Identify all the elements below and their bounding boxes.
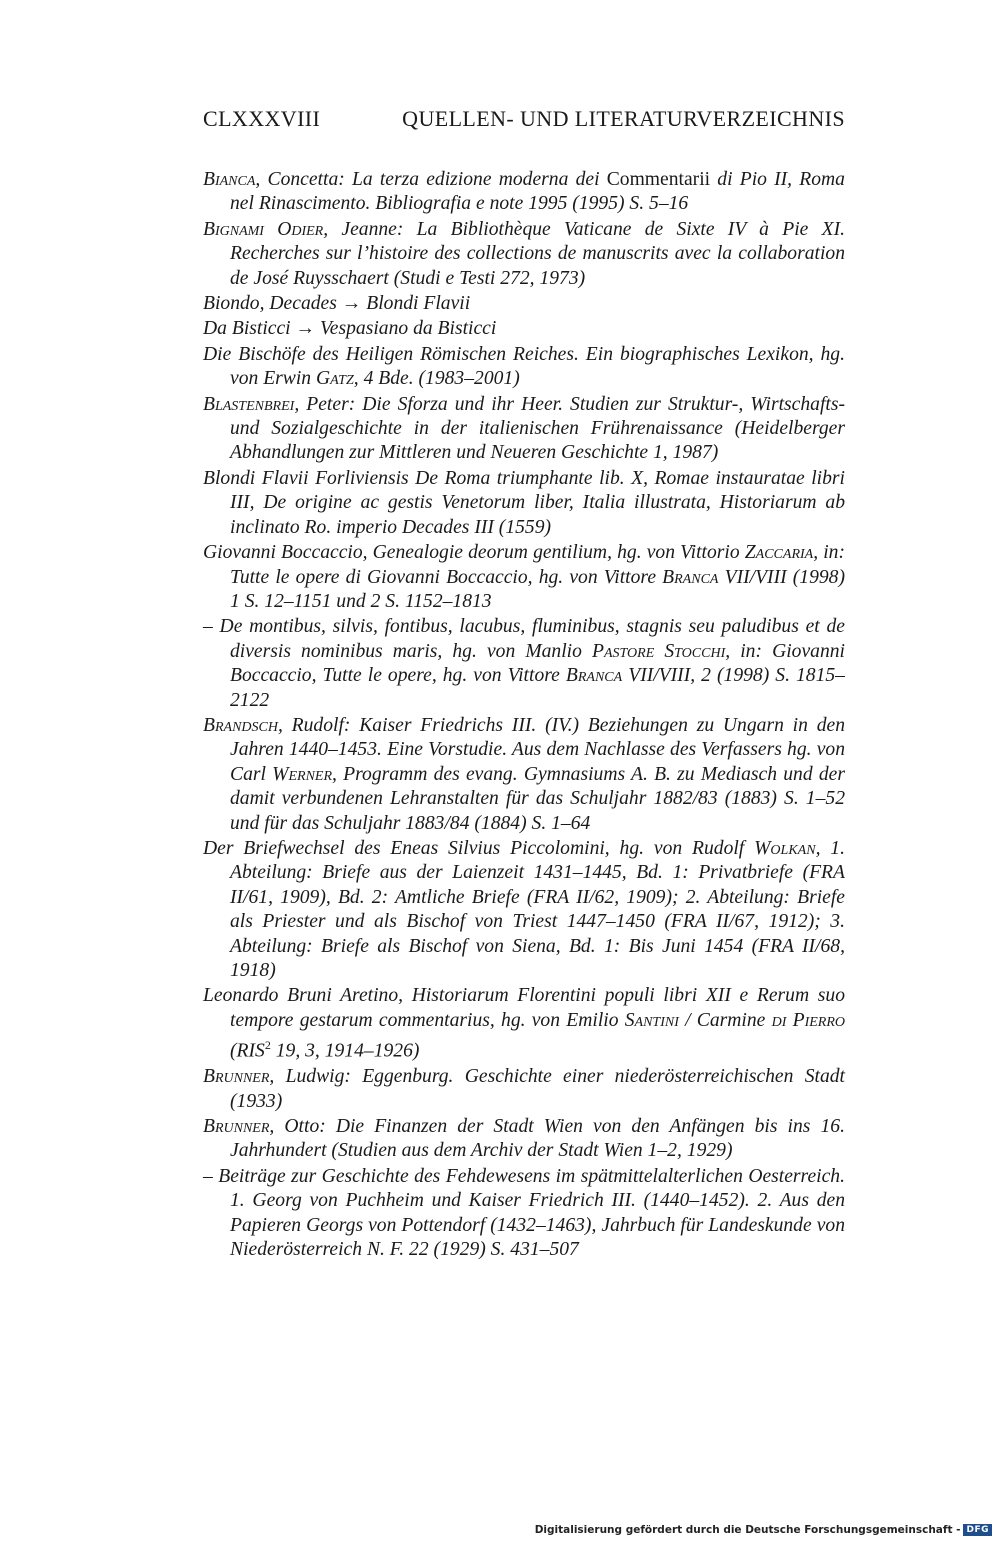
author-name: di Pierro bbox=[771, 1009, 845, 1031]
author-name: Werner bbox=[272, 763, 333, 785]
bibliography-entry-boccaccio-genealogie bbox=[203, 541, 845, 614]
author-name: Brandsch bbox=[203, 714, 278, 736]
work-title: Commentarii bbox=[606, 169, 711, 190]
author-name: Wolkan bbox=[754, 837, 816, 859]
entry-text: , Rudolf: Kaiser Friedrichs III. (IV.) Beziehungen zu Ungarn in den Jahren 1440–1453. Eine Vorstudie. Aus dem Nachlasse des Verfassers hg. von Carl bbox=[230, 714, 845, 785]
bibliography-entry-brunner-ludwig bbox=[203, 1065, 845, 1114]
entry-text: , 1. Abteilung: Briefe aus der Laienzeit 1431–1445, Bd. 1: Privatbriefe (FRA II/61, 1909), Bd. 2: Amtliche Briefe (FRA II/62, 1909); 2. Abteilung: Briefe als Priester und als Bischof von Triest 1447–1450 (FRA II/67, 1912); 3. Abteilung: Briefe als Bischof von Siena, Bd. 1: Bis Juni 1454 (FRA II/68, 1918) bbox=[230, 837, 845, 981]
entry-text: , Concetta: La terza edizione moderna dei bbox=[255, 169, 607, 190]
entry-text: – Beiträge zur Geschichte des Fehdewesens im spätmittelalterlichen Oesterreich. 1. Georg von Puchheim und Kaiser Friedrich III. (1440–1452). 2. Aus den Papieren Georgs von Pottendorf (1432–1463), Jahrbuch für Landeskunde von Niederösterreich N. F. 22 (1929) S. 431–507 bbox=[203, 1165, 845, 1260]
bibliography-entry-biondo bbox=[203, 292, 845, 316]
entry-text: , Otto: Die Finanzen der Stadt Wien von den Anfängen bis ins 16. Jahrhundert (Studien aus dem Archiv der Stadt Wien 1–2, 1929) bbox=[230, 1115, 845, 1162]
author-name: Pastore Stocchi bbox=[592, 640, 726, 662]
entry-text: 19, 3, 1914–1926) bbox=[270, 1040, 420, 1062]
author-name: Brunner bbox=[203, 1115, 270, 1137]
bibliography-entry-bruni bbox=[203, 984, 845, 1064]
entry-text: Der Briefwechsel des Eneas Silvius Piccolomini, hg. von Rudolf bbox=[203, 837, 755, 859]
running-title: QUELLEN- UND LITERATURVERZEICHNIS bbox=[402, 106, 845, 131]
author-name: Brunner bbox=[203, 1066, 270, 1088]
bibliography-entry-brandsch bbox=[203, 714, 845, 836]
entry-text: Biondo, Decades → Blondi Flavii bbox=[203, 293, 471, 315]
author-name: Santini bbox=[624, 1009, 679, 1031]
author-name: Blastenbrei bbox=[203, 393, 295, 415]
entry-text: , 4 Bde. (1983–2001) bbox=[353, 368, 520, 390]
bibliography-entry-da-bisticci bbox=[203, 317, 845, 341]
dfg-logo: DFG bbox=[963, 1524, 992, 1536]
bibliography-entry-brunner-otto-fehdewesen bbox=[203, 1165, 845, 1263]
bibliography-entry-blondi bbox=[203, 467, 845, 540]
entry-text: (RIS bbox=[230, 1040, 265, 1062]
entry-text: di Pio II, Roma nel Rinascimento. Bibliografia e note 1995 (1995) S. 5–16 bbox=[230, 169, 845, 215]
entry-text: , Ludwig: Eggenburg. Geschichte einer niederösterreichischen Stadt (1933) bbox=[230, 1066, 845, 1112]
entry-text: , in: Tutte le opere di Giovanni Boccaccio, hg. von Vittore bbox=[230, 542, 846, 588]
entry-text: Die Bischöfe des Heiligen Römischen Reiches. Ein biographisches Lexikon, hg. von Erwin bbox=[203, 343, 845, 390]
bibliography-entry-boccaccio-de-montibus bbox=[203, 615, 845, 713]
author-name: Branca bbox=[662, 566, 719, 588]
bibliography-entry-bignami-odier bbox=[203, 218, 845, 291]
entry-text: , Peter: Die Sforza und ihr Heer. Studien zur Struktur-, Wirtschafts- und Sozialgeschichte in der italienischen Frührenaissance (Heidelberger Abhandlungen zur Mittleren und Neueren Geschichte 1, 1987) bbox=[230, 393, 845, 464]
entry-text: Leonardo Bruni Aretino, Historiarum Florentini populi libri XII e Rerum suo tempore gestarum commentarius, hg. von Emilio bbox=[203, 985, 845, 1031]
entry-text: Da Bisticci → Vespasiano da Bisticci bbox=[203, 318, 497, 340]
bibliography-list bbox=[203, 168, 845, 1263]
page-number: CLXXXVIII bbox=[203, 106, 321, 131]
entry-text: – De montibus, silvis, fontibus, lacubus, fluminibus, stagnis seu paludibus et de diversis nominibus maris, hg. von Manlio bbox=[203, 616, 845, 662]
entry-text: Blondi Flavii Forliviensis De Roma triumphante lib. X, Romae instauratae libri III, De origine ac gestis Venetorum liber, Italia illustrata, Historiarum ab inclinato Ro. imperio Decades III (1559) bbox=[203, 467, 845, 538]
entry-text: , Programm des evang. Gymnasiums A. B. zu Mediasch und der damit verbundenen Lehranstalten für das Schuljahr 1882/83 (1883) S. 1–52 und für das Schuljahr 1883/84 (1884) S. 1–64 bbox=[230, 763, 845, 834]
digitization-credit: Digitalisierung gefördert durch die Deutsche Forschungsgemeinschaft - bbox=[534, 1524, 961, 1536]
entry-text: , Jeanne: La Bibliothèque Vaticane de Sixte IV à Pie XI. Recherches sur l’histoire des collections de manuscrits avec la collaboration de José Ruysschaert (Studi e Testi 272, 1973) bbox=[230, 218, 845, 289]
author-name: Zaccaria bbox=[744, 542, 814, 564]
entry-text: Giovanni Boccaccio, Genealogie deorum gentilium, hg. von Vittorio bbox=[203, 542, 745, 564]
author-name: Branca bbox=[565, 665, 623, 687]
footer bbox=[535, 1520, 992, 1540]
bibliography-entry-blastenbrei bbox=[203, 393, 845, 466]
author-name: Gatz bbox=[316, 368, 354, 390]
bibliography-entry-bischoefe bbox=[203, 343, 845, 392]
entry-text: / Carmine bbox=[678, 1009, 772, 1031]
bibliography-entry-briefwechsel bbox=[203, 837, 845, 983]
bibliography-entry-brunner-otto bbox=[203, 1115, 845, 1164]
entry-text: VII/VIII, 2 (1998) S. 1815–2122 bbox=[230, 665, 845, 711]
entry-text: , in: Giovanni Boccaccio, Tutte le opere, hg. von Vittore bbox=[230, 640, 845, 687]
author-name: Bianca bbox=[203, 169, 256, 190]
author-name: Bignami Odier bbox=[203, 218, 324, 240]
entry-text: VII/VIII (1998) 1 S. 12–1151 und 2 S. 1152–1813 bbox=[230, 566, 845, 612]
page-header bbox=[203, 106, 845, 138]
bibliography-entry-bianca bbox=[203, 168, 845, 217]
entry-text: 2 bbox=[264, 1038, 271, 1053]
